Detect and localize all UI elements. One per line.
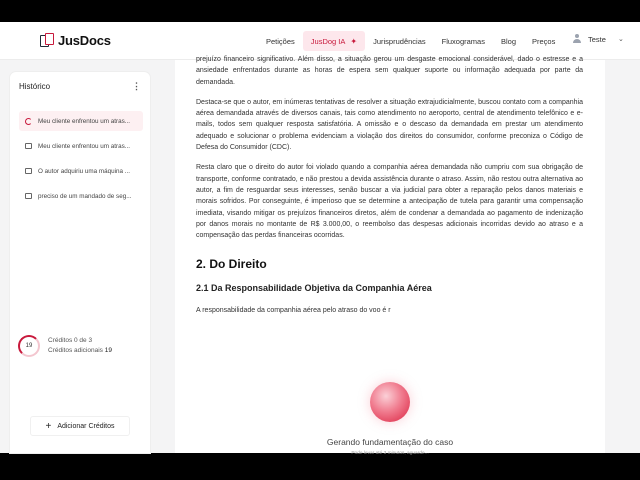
history-sidebar	[10, 72, 150, 453]
subsection-heading: 2.1 Da Responsabilidade Objetiva da Companhia Aérea	[196, 283, 432, 294]
document-paragraph: Resta claro que o direito do autor foi violado quando a companhia aérea demandada não cumpriu com sua obrigação de transporte, conforme contratado, e não prestou a devida assistência durante o atraso. Assim, não restou outra alternativa ao autor, a fim de resguardar seus interesses, senão buscar a via judicial para obter a reparação pelos danos materiais e morais sofridos. Por conseguinte, é imperioso que se determine a antecipação de tutela para garantir uma compensação imediata, visando mitigar os prejuízos financeiros diretos, além de condenar a demandada ao pagamento de indenização por danos morais no montante de R$ 3.000,00, o reembolso das despesas adicionais incorridas devido ao atraso e a compensação das perdas financeiras ocorridas.	[196, 164, 583, 240]
sidebar-title: Histórico	[19, 82, 51, 91]
add-credits-button[interactable]	[30, 416, 130, 436]
history-item[interactable]	[19, 186, 143, 206]
history-item-label: Meu cliente enfrentou um atras...	[38, 117, 131, 125]
chat-icon	[25, 193, 32, 199]
generating-indicator	[305, 382, 475, 456]
nav-fluxogramas[interactable]: Fluxogramas	[441, 36, 485, 46]
chat-icon	[25, 143, 32, 149]
credits-additional-value: 19	[104, 347, 112, 354]
loading-orb-icon	[370, 382, 410, 422]
loading-spinner-icon	[25, 118, 32, 125]
sparkle-icon: ✦	[350, 36, 358, 46]
history-item[interactable]	[19, 161, 143, 181]
history-item-label: Meu cliente enfrentou um atras...	[38, 142, 131, 150]
history-item[interactable]	[19, 136, 143, 156]
generating-subtitle: Pode levar até 3 minutos, aguarde...	[351, 451, 429, 456]
chat-icon	[25, 168, 32, 174]
history-item-label: preciso de um mandado de seg...	[38, 192, 132, 200]
sidebar-header	[19, 81, 141, 92]
user-avatar-icon	[572, 34, 582, 44]
nav-blog[interactable]: Blog	[500, 36, 516, 46]
chevron-down-icon: ⌄	[617, 36, 624, 43]
credits-line-1: Créditos 0 de 3	[48, 337, 93, 344]
document-panel[interactable]	[175, 56, 605, 456]
nav-peticoes[interactable]: Petições	[266, 36, 295, 46]
plus-icon: +	[45, 420, 52, 432]
nav-jusdog-ia-label: JusDog IA	[310, 36, 346, 46]
history-list	[19, 111, 143, 211]
credits-text	[48, 336, 112, 356]
generating-title: Gerando fundamentação do caso	[326, 437, 454, 447]
credits-ring: 19	[18, 335, 40, 357]
brand-logo[interactable]	[40, 33, 111, 48]
document-content	[196, 54, 583, 314]
logo-icon	[40, 33, 54, 48]
history-item-active[interactable]	[19, 111, 143, 131]
user-menu[interactable]	[572, 34, 624, 44]
credits-additional-label: Créditos adicionais	[48, 347, 103, 354]
credits-panel	[18, 335, 112, 357]
streaming-text: A responsabilidade da companhia aérea pelo atraso do voo é r	[196, 307, 391, 315]
user-name: Teste	[588, 34, 606, 44]
nav-jusdog-ia[interactable]	[303, 31, 365, 51]
more-options-icon[interactable]: ⋮	[132, 81, 141, 91]
history-item-label: O autor adquiriu uma máquina ...	[38, 167, 131, 175]
document-paragraph: Destaca-se que o autor, em inúmeras tentativas de resolver a situação extrajudicialmente, buscou contato com a companhia aérea demandada através de diversos canais, tais como atendimento no aeroporto, central de atendimento telefônico e e-mails, todos sem qualquer resposta satisfatória. A omissão e o descaso da demandada em prestar um atendimento adequado e solucionar o problema evidenciam a violação dos direitos do consumidor, conforme preconiza o Código de Defesa do Consumidor (CDC).	[196, 98, 583, 152]
section-heading: 2. Do Direito	[196, 257, 267, 272]
brand-name: JusDocs	[58, 33, 111, 48]
nav-jurisprudencias[interactable]: Jurisprudências	[373, 36, 426, 46]
credits-line-2	[48, 346, 112, 356]
nav-precos[interactable]: Preços	[532, 36, 556, 46]
add-credits-label: Adicionar Créditos	[57, 422, 115, 430]
document-paragraph: prejuízo financeiro significativo. Além disso, a situação gerou um desgaste emocional considerável, dado o estresse e a ansiedade enfrentados durante as horas de espera sem qualquer suporte ou informação adequada por parte da demandada.	[196, 56, 583, 86]
app-window	[0, 22, 640, 456]
